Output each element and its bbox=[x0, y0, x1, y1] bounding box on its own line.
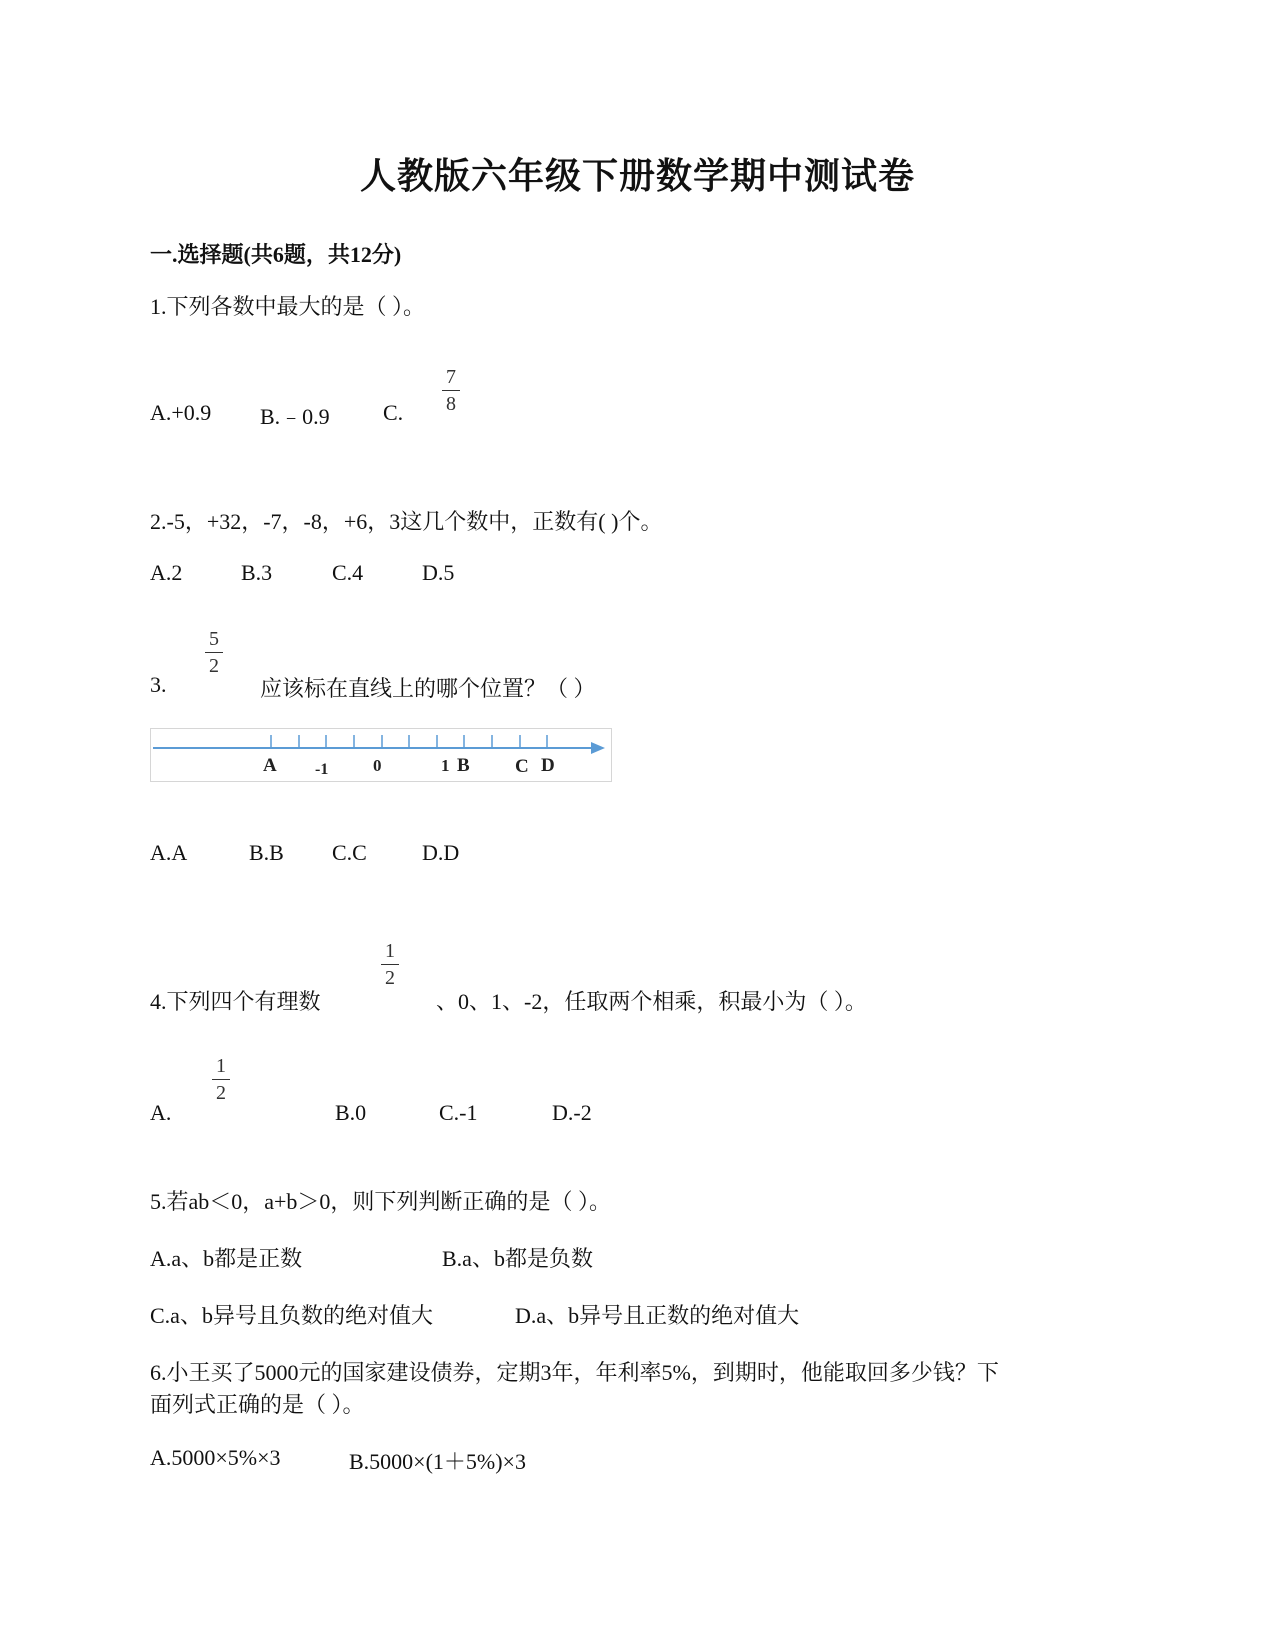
q2-stem: 2.-5，+32，-7，-8，+6，3这几个数中，正数有( )个。 bbox=[150, 509, 663, 534]
q3-option-b: B.B bbox=[249, 840, 284, 865]
q1-option-c-fraction bbox=[438, 366, 464, 415]
number-line-label-c: C bbox=[515, 756, 529, 777]
q4-option-a: A. bbox=[150, 1100, 172, 1125]
q1-stem: 1.下列各数中最大的是（ ）。 bbox=[150, 294, 426, 319]
q5-option-b: B.a、b都是负数 bbox=[442, 1246, 593, 1271]
fraction-numerator: 1 bbox=[216, 1055, 226, 1077]
page-title: 人教版六年级下册数学期中测试卷 bbox=[359, 155, 915, 197]
q6-stem-line2: 面列式正确的是（ ）。 bbox=[150, 1392, 365, 1417]
number-line-figure bbox=[150, 728, 612, 782]
fraction-denominator: 2 bbox=[385, 967, 395, 989]
q3-stem: 应该标在直线上的哪个位置？（ ） bbox=[260, 676, 596, 701]
fraction-denominator: 8 bbox=[446, 393, 456, 415]
q4-option-a-fraction bbox=[208, 1055, 234, 1104]
q5-option-c: C.a、b异号且负数的绝对值大 bbox=[150, 1303, 433, 1328]
q2-option-a: A.2 bbox=[150, 560, 183, 585]
fraction-bar bbox=[212, 1079, 230, 1080]
fraction-bar bbox=[205, 652, 223, 653]
number-line-label-1: 1 bbox=[441, 756, 450, 775]
q2-option-d: D.5 bbox=[422, 560, 455, 585]
number-line-label-d: D bbox=[541, 755, 555, 776]
fraction-bar bbox=[442, 390, 460, 391]
q3-option-c: C.C bbox=[332, 840, 367, 865]
fraction-numerator: 7 bbox=[446, 366, 456, 388]
q4-fraction bbox=[377, 940, 403, 989]
q4-option-d: D.-2 bbox=[552, 1100, 592, 1125]
q5-option-a: A.a、b都是正数 bbox=[150, 1246, 303, 1271]
q1-option-b: B.﹣0.9 bbox=[260, 404, 330, 429]
fraction-denominator: 2 bbox=[209, 655, 219, 677]
q3-option-d: D.D bbox=[422, 840, 460, 865]
q3-option-a: A.A bbox=[150, 840, 188, 865]
q6-option-b: B.5000×(1＋5%)×3 bbox=[349, 1449, 526, 1474]
fraction-denominator: 2 bbox=[216, 1082, 226, 1104]
q1-option-c: C. bbox=[383, 400, 404, 425]
fraction-numerator: 5 bbox=[209, 628, 219, 650]
number-line-label-neg1: -1 bbox=[315, 761, 329, 778]
q2-option-c: C.4 bbox=[332, 560, 364, 585]
q4-option-b: B.0 bbox=[335, 1100, 367, 1125]
number-line-svg bbox=[151, 729, 611, 781]
q5-option-d: D.a、b异号且正数的绝对值大 bbox=[515, 1303, 800, 1328]
q3-fraction bbox=[201, 628, 227, 677]
number-line-label-0: 0 bbox=[373, 756, 382, 775]
fraction-bar bbox=[381, 964, 399, 965]
fraction-numerator: 1 bbox=[385, 940, 395, 962]
number-line-label-b: B bbox=[457, 755, 470, 776]
q4-stem-start: 4.下列四个有理数 bbox=[150, 989, 321, 1014]
q3-number: 3. bbox=[150, 672, 167, 697]
q6-stem-line1: 6.小王买了5000元的国家建设债券，定期3年，年利率5%，到期时，他能取回多少钱？下 bbox=[150, 1360, 999, 1385]
number-line-arrow bbox=[591, 742, 605, 754]
q4-stem-end: 、0、1、-2，任取两个相乘，积最小为（ ）。 bbox=[436, 989, 867, 1014]
section-heading: 一.选择题(共6题，共12分) bbox=[150, 242, 402, 267]
q6-option-a: A.5000×5%×3 bbox=[150, 1445, 281, 1470]
number-line-label-a: A bbox=[263, 755, 277, 776]
q1-option-a: A.+0.9 bbox=[150, 400, 212, 425]
q4-option-c: C.-1 bbox=[439, 1100, 478, 1125]
q2-option-b: B.3 bbox=[241, 560, 273, 585]
q5-stem: 5.若ab＜0，a+b＞0，则下列判断正确的是（ ）。 bbox=[150, 1189, 611, 1214]
